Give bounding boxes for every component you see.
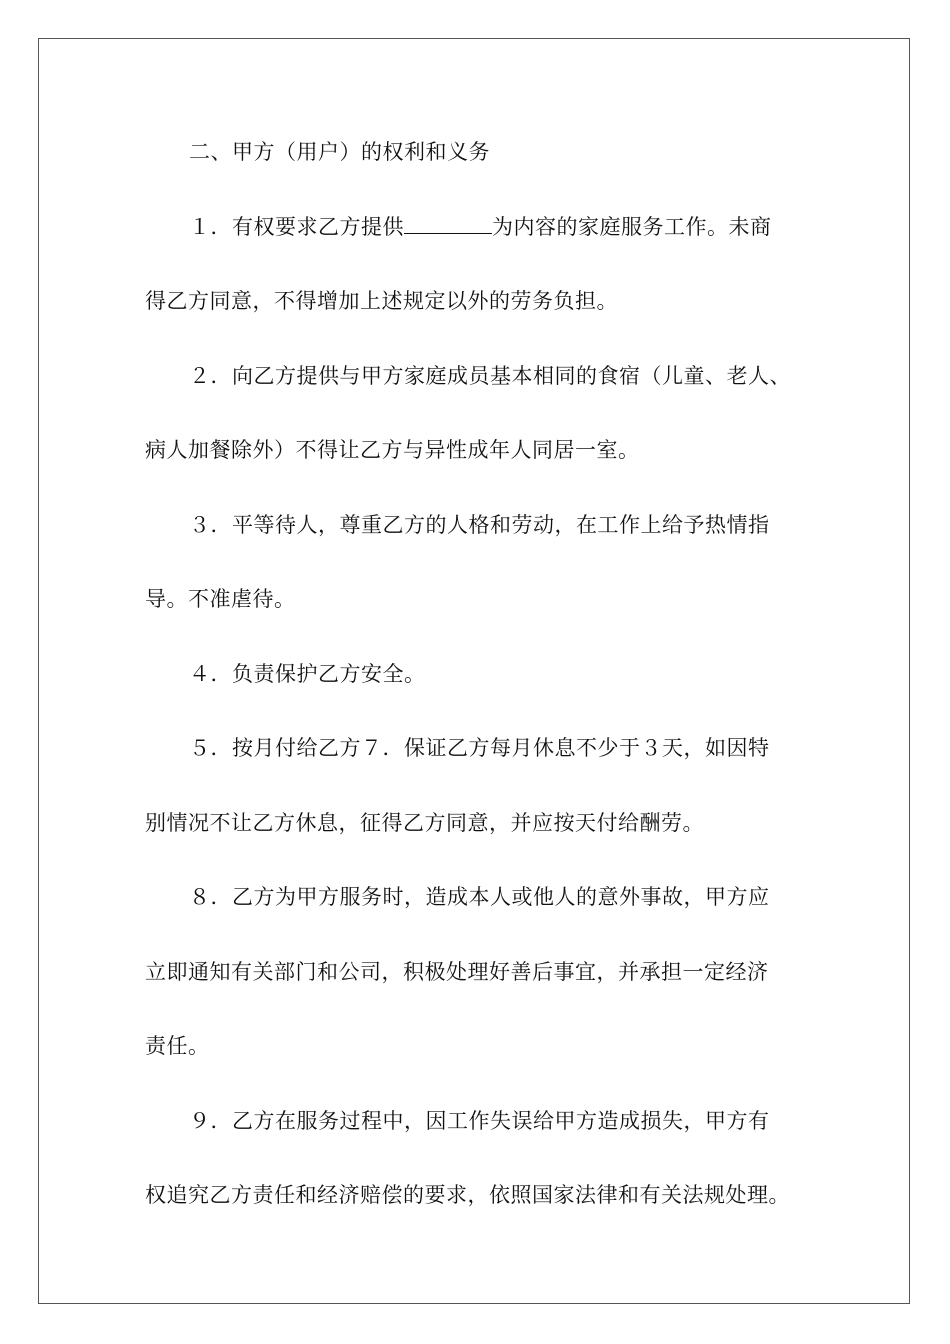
item-3-line-1: ３．平等待人，尊重乙方的人格和劳动，在工作上给予热情指: [189, 512, 770, 537]
item-8-line-1: ８．乙方为甲方服务时，造成本人或他人的意外事故，甲方应: [189, 885, 770, 909]
item-2-line-2: 病人加餐除外）不得让乙方与异性成年人同居一室。: [145, 438, 640, 462]
item-1-text-after-blank: 为内容的家庭服务工作。未商: [492, 214, 772, 239]
item-3-line-2: 导。不准虐待。: [145, 587, 296, 611]
fill-in-blank: [404, 211, 492, 234]
item-4-line-1: ４．负责保护乙方安全。: [189, 661, 426, 686]
item-9-line-2: 权追究乙方责任和经济赔偿的要求，依照国家法律和有关法规处理。: [145, 1183, 790, 1207]
item-5-line-2: 别情况不让乙方休息，征得乙方同意，并应按天付给酬劳。: [145, 810, 704, 835]
item-9-line-1: ９．乙方在服务过程中，因工作失误给甲方造成损失，甲方有: [189, 1108, 770, 1133]
item-1-line-2: 得乙方同意，不得增加上述规定以外的劳务负担。: [145, 289, 618, 313]
item-2-line-1: ２．向乙方提供与甲方家庭成员基本相同的食宿（儿童、老人、: [189, 363, 791, 388]
item-5-line-1: ５．按月付给乙方７．保证乙方每月休息不少于３天，如因特: [189, 736, 770, 760]
item-1-line-1: [145, 205, 815, 280]
item-8-line-2: 立即通知有关部门和公司，积极处理好善后事宜，并承担一定经济: [145, 959, 769, 984]
document-body: [145, 130, 815, 1248]
item-8-line-3: 责任。: [145, 1034, 210, 1058]
section-heading: 二、甲方（用户）的权利和义务: [189, 140, 490, 164]
item-1-text-before-blank: １．有权要求乙方提供: [189, 214, 404, 239]
